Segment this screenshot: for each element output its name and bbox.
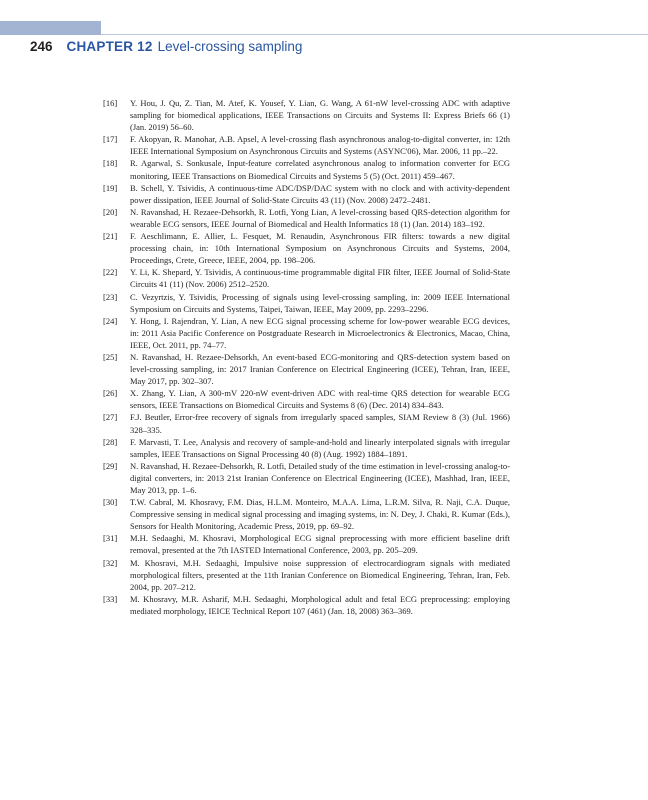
reference-number: [21]	[103, 231, 118, 242]
reference-text: N. Ravanshad, H. Rezaee-Dehsorkh, R. Lotfi, Yong Lian, A level-crossing based QRS-detection algorithm for wearable ECG sensors, IEEE Journal of Biomedical and Health Informatics 18 (1) (Jan. 2014) 183–192.	[130, 206, 510, 229]
reference-text: F. Marvasti, T. Lee, Analysis and recovery of sample-and-hold and linearly interpolated signals with irregular samples, IEEE Transactions on Signal Processing 40 (8) (Aug. 1992) 1884–1891.	[130, 436, 510, 459]
chapter-label: CHAPTER 12	[66, 39, 153, 54]
reference-item	[101, 436, 510, 460]
chapter-title: Level-crossing sampling	[157, 39, 303, 54]
reference-text: F. Akopyan, R. Manohar, A.B. Apsel, A level-crossing flash asynchronous analog-to-digital converter, in: 12th IEEE International Symposium on Asynchronous Circuits and Systems (ASYNC'06), Mar. 2006, 11 pp.–22.	[130, 134, 510, 157]
reference-item	[101, 266, 510, 290]
reference-number: [30]	[103, 497, 118, 508]
reference-text: F. Aeschlimann, E. Allier, L. Fesquet, M. Renaudin, Asynchronous FIR filters: towards a new digital processing chain, in: 10th International Symposium on Asynchronous Circuits and Systems, 2004, Proceedings, Crete, Greece, IEEE, 2004, pp. 198–206.	[130, 231, 510, 266]
reference-item	[101, 133, 510, 157]
reference-number: [32]	[103, 557, 118, 568]
header-rule	[101, 34, 648, 35]
reference-text: M.H. Sedaaghi, M. Khosravi, Morphological ECG signal preprocessing with more efficient baseline drift removal, presented at the 7th IASTED International Conference, 2003, pp. 205–209.	[130, 533, 510, 556]
reference-number: [26]	[103, 388, 118, 399]
reference-text: X. Zhang, Y. Lian, A 300-mV 220-nW event-driven ADC with real-time QRS detection for wearable ECG sensors, IEEE Transactions on Biomedical Circuits and Systems 8 (6) (Dec. 2014) 834–843.	[130, 388, 510, 411]
reference-item	[101, 593, 510, 617]
reference-number: [27]	[103, 412, 118, 423]
reference-number: [18]	[103, 158, 118, 169]
reference-number: [33]	[103, 593, 118, 604]
reference-text: M. Khosravi, M.H. Sedaaghi, Impulsive noise suppression of electrocardiogram signals with mediated morphological filters, presented at the 11th Iranian Conference on Biomedical Engineering, Tehran, Iran, Feb. 2004, pp. 207–212.	[130, 557, 510, 592]
reference-number: [24]	[103, 315, 118, 326]
reference-text: T.W. Cabral, M. Khosravy, F.M. Dias, H.L.M. Monteiro, M.A.A. Lima, L.R.M. Silva, R. Naji, C.A. Duque, Compressive sensing in medical signal processing and imaging systems, in: N. Dey, J. Chaki, R. Kumar (Eds.), Sensors for Health Monitoring, Academic Press, 2019, pp. 69–92.	[130, 497, 510, 532]
reference-number: [20]	[103, 206, 118, 217]
reference-item	[101, 557, 510, 593]
reference-item	[101, 351, 510, 387]
reference-item	[101, 182, 510, 206]
reference-item	[101, 291, 510, 315]
reference-item	[101, 315, 510, 351]
reference-list	[101, 97, 510, 617]
reference-item	[101, 230, 510, 266]
reference-text: Y. Li, K. Shepard, Y. Tsividis, A continuous-time programmable digital FIR filter, IEEE Journal of Solid-State Circuits 41 (11) (Nov. 2006) 2512–2520.	[130, 267, 510, 290]
reference-item	[101, 387, 510, 411]
reference-text: C. Vezyrtzis, Y. Tsividis, Processing of signals using level-crossing sampling, in: 2009 IEEE International Symposium on Circuits and Systems, Taipei, Taiwan, IEEE, May 2009, pp. 2293–2296.	[130, 291, 510, 314]
reference-number: [28]	[103, 436, 118, 447]
reference-number: [17]	[103, 134, 118, 145]
reference-number: [31]	[103, 533, 118, 544]
reference-item	[101, 460, 510, 496]
page-number: 246	[30, 39, 53, 54]
reference-item	[101, 411, 510, 435]
reference-item	[101, 157, 510, 181]
reference-text: Y. Hou, J. Qu, Z. Tian, M. Atef, K. Yousef, Y. Lian, G. Wang, A 61-nW level-crossing ADC with adaptive sampling for biomedical applications, IEEE Transactions on Circuits and Systems II: Express Briefs 66 (1) (Jan. 2019) 56–60.	[130, 98, 510, 133]
reference-text: N. Ravanshad, H. Rezaee-Dehsorkh, An event-based ECG-monitoring and QRS-detection system based on level-crossing sampling, in: 2017 Iranian Conference on Electrical Engineering (ICEE), Tehran, Iran, IEEE, May 2017, pp. 302–307.	[130, 351, 510, 387]
reference-number: [22]	[103, 267, 118, 278]
reference-text: Y. Hong, I. Rajendran, Y. Lian, A new ECG signal processing scheme for low-power wearable ECG devices, in: 2011 Asia Pacific Conference on Postgraduate Research in Microelectronics & Electronics, Macao, China, IEEE, Oct. 2011, pp. 74–77.	[130, 315, 510, 350]
reference-text: B. Schell, Y. Tsividis, A continuous-time ADC/DSP/DAC system with no clock and with activity-dependent power dissipation, IEEE Journal of Solid-State Circuits 43 (11) (Nov. 2008) 2472–2481.	[130, 182, 510, 205]
reference-text: M. Khosravy, M.R. Asharif, M.H. Sedaaghi, Morphological adult and fetal ECG preprocessing: employing mediated morphology, IEICE Technical Report 107 (461) (Jan. 18, 2008) 363–369.	[130, 593, 510, 616]
reference-number: [29]	[103, 460, 118, 471]
running-header	[30, 38, 302, 56]
reference-item	[101, 496, 510, 532]
reference-number: [16]	[103, 98, 118, 108]
reference-text: F.J. Beutler, Error-free recovery of signals from irregularly spaced samples, SIAM Review 8 (3) (Jul. 1966) 328–335.	[130, 412, 510, 435]
reference-number: [19]	[103, 182, 118, 193]
reference-item	[101, 206, 510, 230]
header-accent-bar	[0, 21, 101, 35]
reference-number: [23]	[103, 291, 118, 302]
reference-item	[101, 97, 510, 133]
reference-text: R. Agarwal, S. Sonkusale, Input-feature correlated asynchronous analog to information converter for ECG monitoring, IEEE Transactions on Biomedical Circuits and Systems 5 (5) (Oct. 2011) 459–467.	[130, 158, 510, 181]
reference-number: [25]	[103, 351, 118, 362]
reference-text: N. Ravanshad, H. Rezaee-Dehsorkh, R. Lotfi, Detailed study of the time estimation in level-crossing analog-to-digital converters, in: 2013 21st Iranian Conference on Electrical Engineering (ICEE), Mashhad, Iran, IEEE, May 2013, pp. 1–6.	[130, 460, 510, 495]
reference-item	[101, 532, 510, 556]
